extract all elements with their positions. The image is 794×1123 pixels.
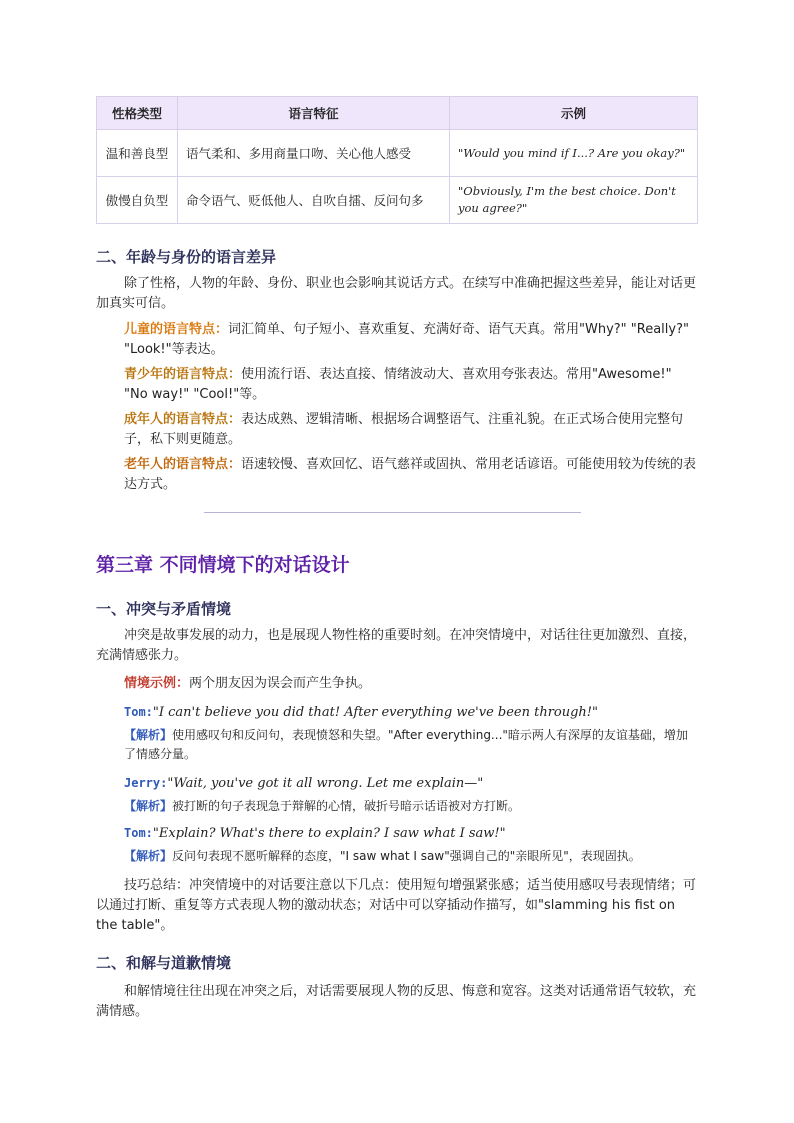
chapter-title: 第三章 不同情境下的对话设计 [96, 554, 350, 576]
table-cell-feature: 命令语气、贬低他人、自吹自擂、反问句多 [178, 177, 450, 224]
section-intro: 冲突是故事发展的动力，也是展现人物性格的重要时刻。在冲突情境中，对话往往更加激烈、直接，充满情感张力。 [96, 628, 697, 663]
analysis-note [96, 726, 698, 764]
analysis-note [96, 797, 698, 816]
table-cell-type: 温和善良型 [97, 130, 178, 177]
item-text: 语速较慢、喜欢回忆、语气慈祥或固执、常用老话谚语。可能使用较为传统的表达方式。 [124, 457, 697, 492]
list-item-teen [96, 365, 698, 405]
dialogue-quote: "Explain? What's there to explain? I saw what I saw!" [152, 826, 506, 841]
analysis-tag: 【解析】 [124, 799, 173, 813]
dialogue-quote: "I can't believe you did that! After everything we've been through!" [152, 705, 599, 720]
section-heading: 二、和解与道歉情境 [96, 954, 232, 972]
item-text: 表达成熟、逻辑清晰、根据场合调整语气、注重礼貌。在正式场合使用完整句子，私下则更随意。 [124, 412, 684, 447]
item-label: 青少年的语言特点： [124, 367, 242, 382]
item-label: 老年人的语言特点： [124, 457, 242, 472]
technique-summary: 技巧总结：冲突情境中的对话要注意以下几点：使用短句增强紧张感；适当使用感叹号表现情绪；可以通过打断、重复等方式表现人物的激动状态；对话中可以穿插动作描写，如"slamming his fist on the table"。 [96, 878, 697, 933]
table-row [97, 130, 698, 177]
document-page [96, 96, 698, 1019]
table-cell-example: "Would you mind if I...? Are you okay?" [450, 130, 698, 177]
section-heading: 二、年龄与身份的语言差异 [96, 248, 277, 266]
section-divider [204, 512, 581, 513]
analysis-text: 反问句表现不愿听解释的态度，"I saw what I saw"强调自己的"亲眼所见"，表现固执。 [172, 849, 641, 863]
table-cell-example: "Obviously, I'm the best choice. Don't you agree?" [450, 177, 698, 224]
table-row [97, 177, 698, 224]
section-heading: 一、冲突与矛盾情境 [96, 600, 232, 618]
analysis-note [96, 847, 698, 866]
speaker-name: Jerry: [124, 776, 168, 790]
dialogue-quote: "Wait, you've got it all wrong. Let me explain—" [167, 776, 484, 791]
table-header: 性格类型 [97, 97, 178, 130]
list-item-child [96, 320, 698, 360]
section-intro: 除了性格，人物的年龄、身份、职业也会影响其说话方式。在续写中准确把握这些差异，能让对话更加真实可信。 [96, 276, 697, 311]
speaker-name: Tom: [124, 705, 153, 719]
personality-table [96, 96, 698, 224]
scenario-text: 两个朋友因为误会而产生争执。 [189, 676, 372, 691]
analysis-text: 被打断的句子表现急于辩解的心情，破折号暗示话语被对方打断。 [172, 799, 521, 813]
table-header-row [97, 97, 698, 130]
analysis-tag: 【解析】 [124, 728, 173, 742]
table-header: 语言特征 [178, 97, 450, 130]
analysis-tag: 【解析】 [124, 849, 173, 863]
item-label: 儿童的语言特点： [124, 322, 229, 337]
dialogue-line [96, 702, 698, 723]
scenario-label: 情境示例： [124, 676, 190, 691]
table-cell-type: 傲慢自负型 [97, 177, 178, 224]
list-item-adult [96, 410, 698, 450]
analysis-text: 使用感叹句和反问句，表现愤怒和失望。"After everything..."暗示两人有深厚的友谊基础，增加了情感分量。 [124, 728, 688, 761]
section-intro: 和解情境往往出现在冲突之后，对话需要展现人物的反思、悔意和宽容。这类对话通常语气较软，充满情感。 [96, 984, 697, 1019]
table-header: 示例 [450, 97, 698, 130]
speaker-name: Tom: [124, 826, 153, 840]
list-item-elder [96, 455, 698, 495]
scenario-example [96, 674, 698, 694]
dialogue-line [96, 773, 698, 794]
item-text: 词汇简单、句子短小、喜欢重复、充满好奇、语气天真。常用"Why?" "Really?" "Look!"等表达。 [124, 322, 689, 357]
item-text: 使用流行语、表达直接、情绪波动大、喜欢用夸张表达。常用"Awesome!" "No way!" "Cool!"等。 [124, 367, 672, 402]
dialogue-line [96, 823, 698, 844]
table-cell-feature: 语气柔和、多用商量口吻、关心他人感受 [178, 130, 450, 177]
item-label: 成年人的语言特点： [124, 412, 242, 427]
